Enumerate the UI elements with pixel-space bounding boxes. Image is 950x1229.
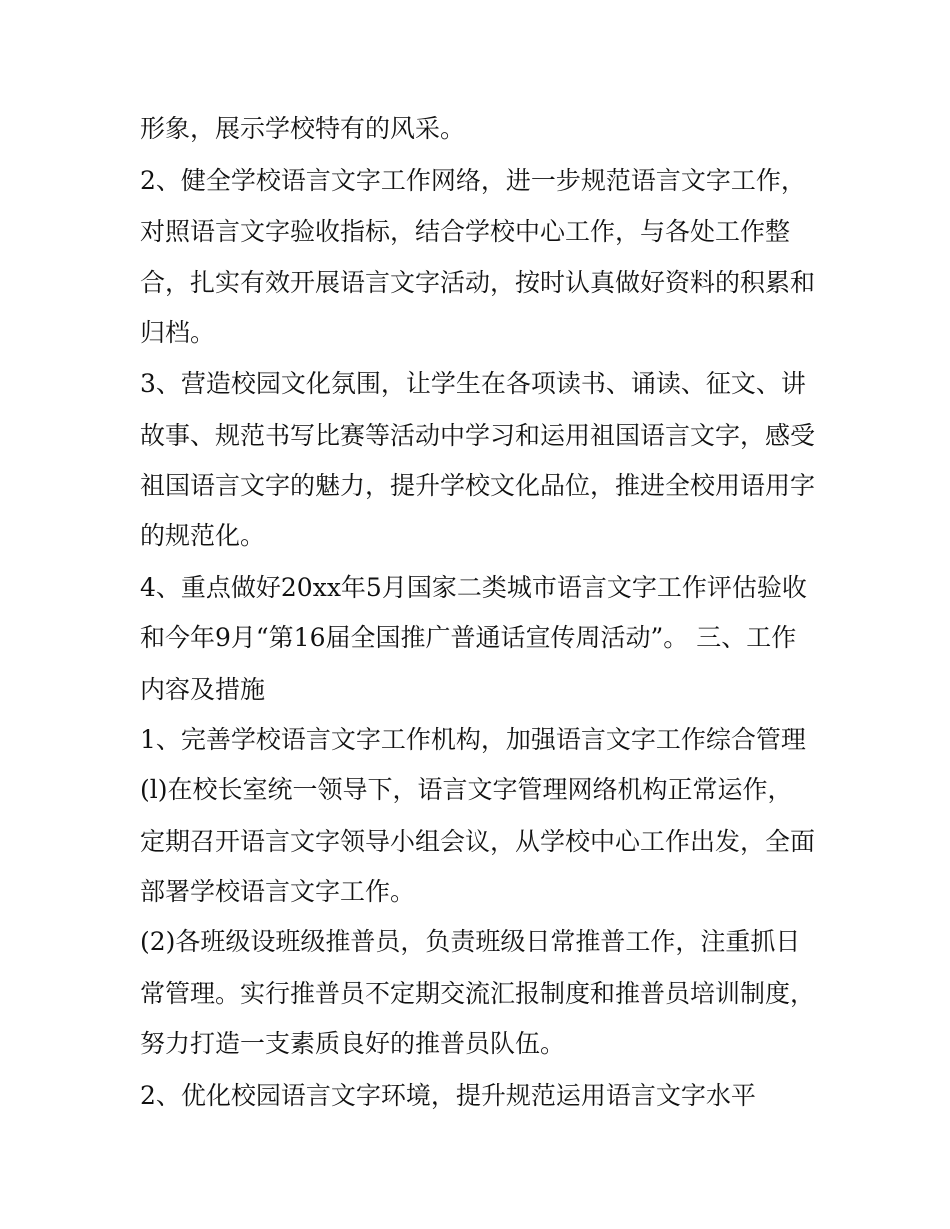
- text-line: 祖国语言文字的魅力，提升学校文化品位，推进全校用语用字: [140, 471, 816, 500]
- text-line: 对照语言文字验收指标，结合学校中心工作，与各处工作整: [140, 217, 791, 246]
- text-line: 1、完善学校语言文字工作机构，加强语言文字工作综合管理: [140, 725, 806, 754]
- text-line: 和今年9月“第16届全国推广普通话宣传周活动”。 三、工作: [140, 623, 797, 652]
- text-line: 定期召开语言文字领导小组会议，从学校中心工作出发，全面: [140, 827, 816, 856]
- text-line: 合，扎实有效开展语言文字活动，按时认真做好资料的积累和: [140, 268, 816, 297]
- text-line: 故事、规范书写比赛等活动中学习和运用祖国语言文字，感受: [140, 421, 816, 450]
- text-line: 部署学校语言文字工作。: [140, 877, 416, 906]
- text-line: (2)各班级设班级推普员，负责班级日常推普工作，注重抓日: [140, 927, 801, 956]
- text-line: 内容及措施: [140, 675, 266, 704]
- text-line: 2、优化校园语言文字环境，提升规范运用语言文字水平: [140, 1081, 756, 1110]
- text-line: 努力打造一支素质良好的推普员队伍。: [140, 1029, 566, 1058]
- text-line: 归档。: [140, 318, 216, 347]
- text-line: 2、健全学校语言文字工作网络，进一步规范语言文字工作，: [140, 166, 806, 195]
- text-line: 常管理。实行推普员不定期交流汇报制度和推普员培训制度，: [140, 979, 816, 1008]
- text-line: 的规范化。: [140, 521, 266, 550]
- text-line: 3、营造校园文化氛围，让学生在各项读书、诵读、征文、讲: [140, 369, 806, 398]
- text-line: 4、重点做好20xx年5月国家二类城市语言文字工作评估验收: [140, 573, 807, 602]
- text-line: 形象，展示学校特有的风采。: [140, 114, 466, 143]
- text-line: (l)在校长室统一领导下，语言文字管理网络机构正常运作，: [140, 775, 793, 804]
